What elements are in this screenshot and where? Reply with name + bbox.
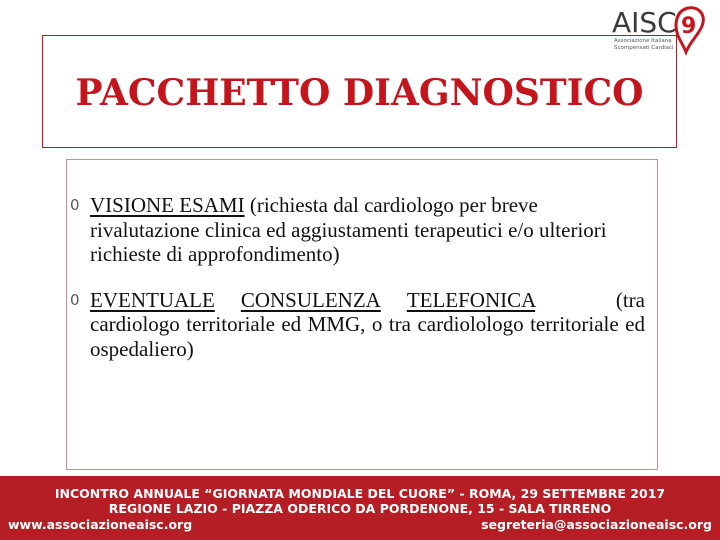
bullet-text: (richiesta dal cardiologo per breve rivalutazione clinica ed aggiustamenti terapeutici e/o ulteriori richieste di approfondimento) <box>90 193 607 266</box>
logo-number: 9 <box>681 14 697 39</box>
footer-event-line: INCONTRO ANNUALE “GIORNATA MONDIALE DEL CUORE” - ROMA, 29 SETTEMBRE 2017 <box>54 486 666 501</box>
logo-caption-2: Scompensati Cardiaci <box>614 45 674 51</box>
logo-caption-1: Associazione Italiana <box>614 38 672 44</box>
bullet-list <box>70 193 645 382</box>
list-item <box>70 288 645 362</box>
list-item <box>70 193 645 267</box>
bullet-marker: 0 <box>70 196 80 214</box>
title-box <box>42 35 677 148</box>
footer-banner <box>0 476 720 540</box>
footer-venue-line: REGIONE LAZIO - PIAZZA ODERICO DA PORDENONE, 15 - SALA TIRRENO <box>108 501 612 516</box>
page-title: PACCHETTO DIAGNOSTICO <box>75 72 644 114</box>
bullet-heading: VISIONE ESAMI <box>90 193 245 217</box>
bullet-heading-part: EVENTUALE <box>90 287 215 312</box>
bullet-text: (tra cardiologo territoriale ed MMG, o tra cardiolologo territoriale ed ospedaliero) <box>90 287 645 361</box>
footer-email-link[interactable]: segreteria@associazioneaisc.org <box>481 517 712 532</box>
bullet-heading-part: TELEFONICA <box>406 287 536 312</box>
logo-text: AISC <box>612 6 677 39</box>
footer-website-link[interactable]: www.associazioneaisc.org <box>8 517 193 532</box>
bullet-heading-part: CONSULENZA <box>240 287 381 312</box>
bullet-marker: 0 <box>70 290 80 309</box>
